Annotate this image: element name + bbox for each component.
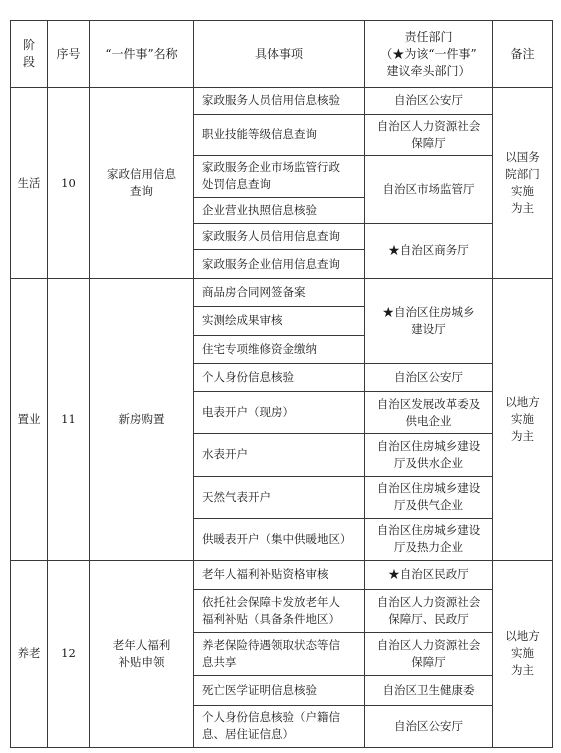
item-cell: 养老保险待遇领取状态等信 息共享 <box>194 633 365 676</box>
header-row <box>11 21 553 88</box>
matter-name-cell: 老年人福利 补贴申领 <box>90 560 194 747</box>
header-name: “一件事”名称 <box>90 21 194 88</box>
header-dept: 责任部门 （★为该“一件事” 建议牵头部门） <box>365 21 493 88</box>
dept-cell: 自治区发展改革委及 供电企业 <box>365 392 493 434</box>
item-cell: 住宅专项维修资金缴纳 <box>194 335 365 363</box>
dept-cell: ★自治区住房城乡 建设厅 <box>365 278 493 363</box>
seq-cell: 12 <box>48 560 90 747</box>
item-cell: 死亡医学证明信息核验 <box>194 676 365 705</box>
matters-table <box>10 20 553 748</box>
item-cell: 个人身份信息核验 <box>194 363 365 391</box>
dept-cell: 自治区市场监管厅 <box>365 155 493 223</box>
item-cell: 实测绘成果审核 <box>194 307 365 335</box>
dept-cell: 自治区公安厅 <box>365 705 493 747</box>
seq-cell: 10 <box>48 88 90 278</box>
item-cell: 水表开户 <box>194 434 365 476</box>
table-row <box>11 278 553 306</box>
item-cell: 天然气表开户 <box>194 476 365 518</box>
item-cell: 个人身份信息核验（户籍信 息、居住证信息） <box>194 705 365 747</box>
item-cell: 家政服务人员信用信息核验 <box>194 88 365 114</box>
header-item: 具体事项 <box>194 21 365 88</box>
stage-cell: 置业 <box>11 278 48 560</box>
note-cell: 以地方 实施 为主 <box>493 278 553 560</box>
item-cell: 家政服务企业信用信息查询 <box>194 250 365 278</box>
item-cell: 企业营业执照信息核验 <box>194 197 365 223</box>
item-cell: 依托社会保障卡发放老年人 福利补贴（具备条件地区） <box>194 590 365 633</box>
header-note: 备注 <box>493 21 553 88</box>
matter-name-cell: 家政信用信息 查询 <box>90 88 194 278</box>
dept-cell: 自治区人力资源社会 保障厅 <box>365 633 493 676</box>
header-stage: 阶 段 <box>11 21 48 88</box>
stage-cell: 养老 <box>11 560 48 747</box>
dept-cell: 自治区住房城乡建设 厅及热力企业 <box>365 518 493 560</box>
item-cell: 商品房合同网签备案 <box>194 278 365 306</box>
header-seq: 序号 <box>48 21 90 88</box>
item-cell: 电表开户（现房） <box>194 392 365 434</box>
note-cell: 以地方 实施 为主 <box>493 560 553 747</box>
dept-cell: ★自治区民政厅 <box>365 560 493 589</box>
table-row <box>11 88 553 114</box>
dept-cell: 自治区公安厅 <box>365 363 493 391</box>
dept-cell: ★自治区商务厅 <box>365 224 493 279</box>
item-cell: 家政服务企业市场监管行政 处罚信息查询 <box>194 155 365 197</box>
matter-name-cell: 新房购置 <box>90 278 194 560</box>
item-cell: 家政服务人员信用信息查询 <box>194 224 365 250</box>
dept-cell: 自治区住房城乡建设 厅及供水企业 <box>365 434 493 476</box>
stage-cell: 生活 <box>11 88 48 278</box>
table-row <box>11 560 553 589</box>
item-cell: 供暖表开户（集中供暖地区） <box>194 518 365 560</box>
item-cell: 老年人福利补贴资格审核 <box>194 560 365 589</box>
dept-cell: 自治区公安厅 <box>365 88 493 114</box>
dept-cell: 自治区人力资源社会 保障厅 <box>365 114 493 155</box>
item-cell: 职业技能等级信息查询 <box>194 114 365 155</box>
seq-cell: 11 <box>48 278 90 560</box>
note-cell: 以国务 院部门 实施 为主 <box>493 88 553 278</box>
dept-cell: 自治区卫生健康委 <box>365 676 493 705</box>
dept-cell: 自治区人力资源社会 保障厅、民政厅 <box>365 590 493 633</box>
dept-cell: 自治区住房城乡建设 厅及供气企业 <box>365 476 493 518</box>
